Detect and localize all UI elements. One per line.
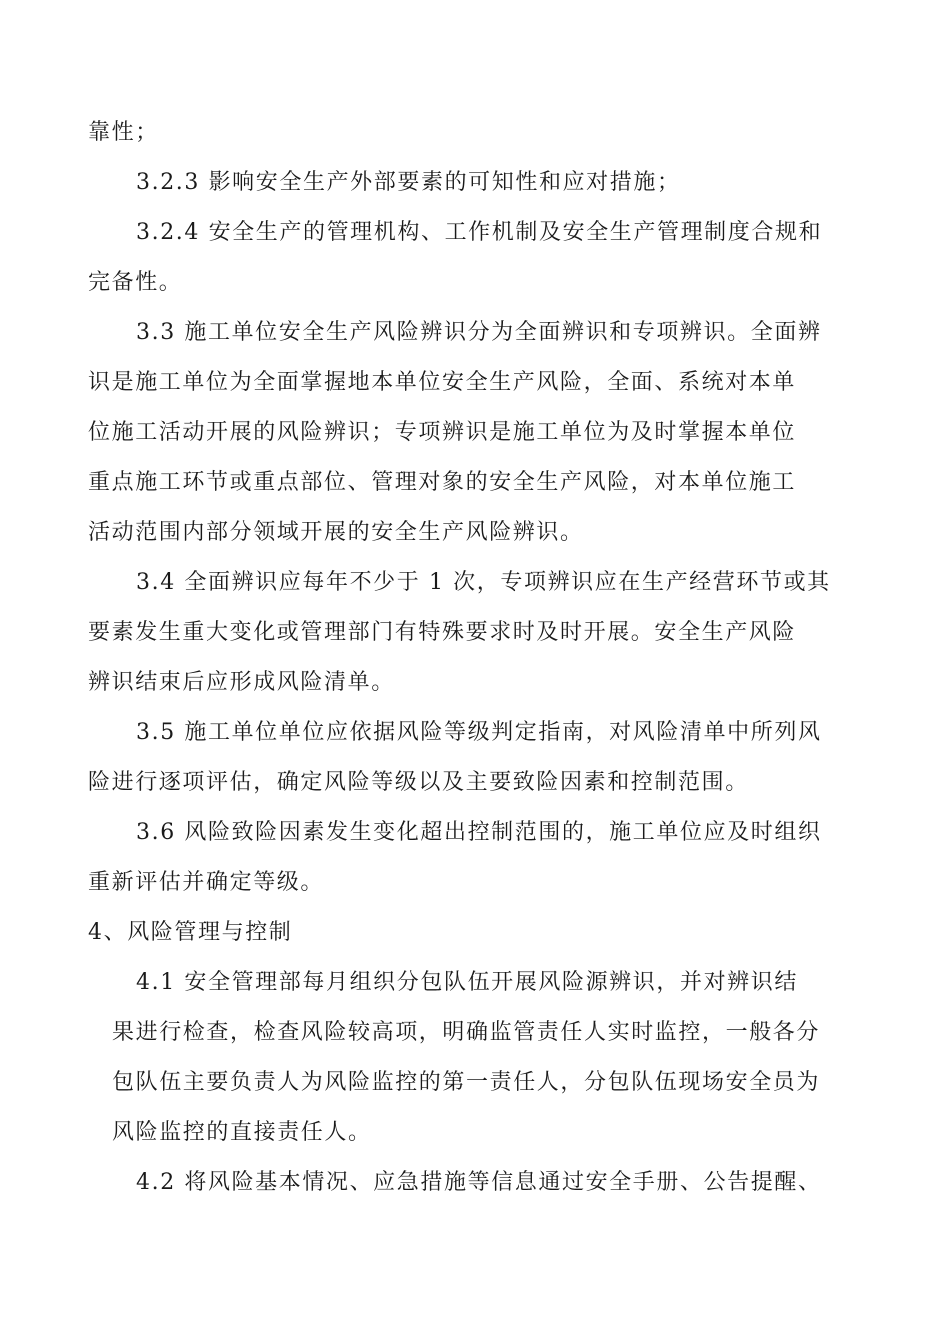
text-line: 包队伍主要负责人为风险监控的第一责任人，分包队伍现场安全员为 bbox=[112, 1070, 821, 1095]
text-line: 险进行逐项评估，确定风险等级以及主要致险因素和控制范围。 bbox=[88, 770, 749, 795]
text-line: 辨识结束后应形成风险清单。 bbox=[88, 670, 395, 695]
text-line: 3.3 施工单位安全生产风险辨识分为全面辨识和专项辨识。全面辨 bbox=[136, 320, 822, 345]
text-line: 重点施工环节或重点部位、管理对象的安全生产风险，对本单位施工 bbox=[88, 470, 797, 495]
section-heading: 4、风险管理与控制 bbox=[88, 920, 293, 945]
text-line: 3.5 施工单位单位应依据风险等级判定指南，对风险清单中所列风 bbox=[136, 720, 822, 745]
text-line: 3.2.3 影响安全生产外部要素的可知性和应对措施； bbox=[136, 170, 681, 195]
text-line: 果进行检查，检查风险较高项，明确监管责任人实时监控，一般各分 bbox=[112, 1020, 821, 1045]
text-line: 要素发生重大变化或管理部门有特殊要求时及时开展。安全生产风险 bbox=[88, 620, 797, 645]
text-line: 4.2 将风险基本情况、应急措施等信息通过安全手册、公告提醒、 bbox=[136, 1170, 822, 1195]
text-line: 3.2.4 安全生产的管理机构、工作机制及安全生产管理制度合规和 bbox=[136, 220, 823, 245]
text-line: 靠性； bbox=[88, 120, 159, 145]
text-line: 风险监控的直接责任人。 bbox=[112, 1120, 372, 1145]
text-line: 识是施工单位为全面掌握地本单位安全生产风险，全面、系统对本单 bbox=[88, 370, 797, 395]
text-line: 完备性。 bbox=[88, 270, 183, 295]
text-line: 3.4 全面辨识应每年不少于 1 次，专项辨识应在生产经营环节或其 bbox=[136, 570, 831, 595]
text-line: 位施工活动开展的风险辨识；专项辨识是施工单位为及时掌握本单位 bbox=[88, 420, 797, 445]
text-line: 3.6 风险致险因素发生变化超出控制范围的，施工单位应及时组织 bbox=[136, 820, 822, 845]
text-line: 重新评估并确定等级。 bbox=[88, 870, 325, 895]
text-line: 活动范围内部分领域开展的安全生产风险辨识。 bbox=[88, 520, 584, 545]
text-line: 4.1 安全管理部每月组织分包队伍开展风险源辨识，并对辨识结 bbox=[136, 970, 798, 995]
